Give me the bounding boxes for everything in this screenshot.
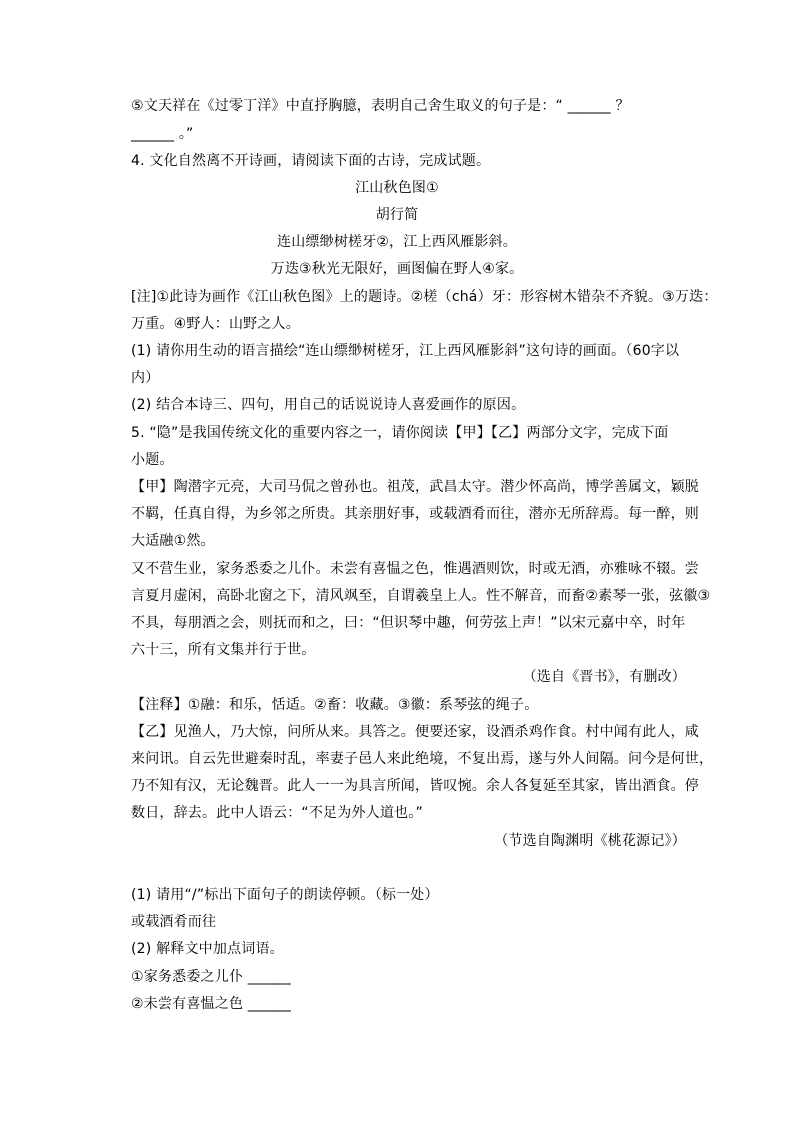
passage-yi-source: （节选自陶渊明《桃花源记》） bbox=[494, 833, 686, 849]
q5-sub2-item2: ②未尝有喜愠之色 ______ bbox=[131, 996, 292, 1012]
passage-jia-annotations: 【注释】①融：和乐，恬适。②畜：收藏。③徽：系琴弦的绳子。 bbox=[131, 697, 539, 713]
q4-sub1-line1: (1) 请你用生动的语言描绘“连山缥缈树槎牙，江上西风雁影斜”这句诗的画面。（60字以 bbox=[131, 343, 680, 359]
poem-notes-line1: [注]①此诗为画作《江山秋色图》上的题诗。②槎（chá）牙：形容树木错杂不齐貌。③万迭： bbox=[131, 289, 718, 305]
question-5-heading-line1: 5. “隐”是我国传统文化的重要内容之一，请你阅读【甲】【乙】两部分文字，完成下面 bbox=[131, 425, 669, 441]
passage-yi-line3: 乃不知有汉，无论魏晋。此人一一为具言所闻，皆叹惋。余人各复延至其家，皆出酒食。停 bbox=[131, 778, 699, 794]
q5-sub2: (2) 解释文中加点词语。 bbox=[131, 941, 284, 957]
poem-line-1: 连山缥缈树槎牙②，江上西风雁影斜。 bbox=[277, 234, 517, 250]
passage-jia-source: （选自《晋书》，有删改） bbox=[522, 669, 686, 685]
question-4-heading: 4. 文化自然离不开诗画，请阅读下面的古诗，完成试题。 bbox=[131, 153, 491, 169]
question-5-heading-line2: 小题。 bbox=[131, 452, 174, 468]
poem-line-2: 万迭③秋光无限好，画图偏在野人④家。 bbox=[270, 261, 524, 277]
passage-jia-line1: 【甲】陶潜字元亮，大司马侃之曾孙也。祖茂，武昌太守。潜少怀高尚，博学善属文，颖脱 bbox=[131, 479, 699, 495]
passage-jia-line3: 大适融①然。 bbox=[131, 533, 215, 549]
passage-jia-line4: 又不营生业，家务悉委之儿仆。未尝有喜愠之色，惟遇酒则饮，时或无酒，亦雅咏不辍。尝 bbox=[131, 561, 699, 577]
q3-item5-line1: ⑤文天祥在《过零丁洋》中直抒胸臆，表明自己舍生取义的句子是：“ ______ ？ bbox=[131, 98, 630, 114]
poem-title: 江山秋色图① bbox=[355, 180, 439, 196]
q4-sub1-line2: 内） bbox=[131, 370, 160, 386]
q5-sub1-sentence: 或载酒肴而往 bbox=[131, 914, 217, 930]
poem-author: 胡行简 bbox=[375, 207, 419, 223]
passage-jia-line6: 不具，每朋酒之会，则抚而和之，曰：“但识琴中趣，何劳弦上声！”以宋元嘉中卒，时年 bbox=[131, 615, 686, 631]
passage-yi-line2: 来问讯。自云先世避秦时乱，率妻子邑人来此绝境，不复出焉，遂与外人间隔。问今是何世， bbox=[131, 751, 714, 767]
q3-item5-line2: ______ 。” bbox=[131, 126, 194, 142]
passage-yi-line1: 【乙】见渔人，乃大惊，问所从来。具答之。便要还家，设酒杀鸡作食。村中闻有此人，咸 bbox=[131, 724, 699, 740]
poem-notes-line2: 万重。④野人：山野之人。 bbox=[131, 316, 300, 332]
q5-sub1: (1) 请用“/”标出下面句子的朗读停顿。（标一处） bbox=[131, 887, 439, 903]
passage-jia-line7: 六十三，所有文集并行于世。 bbox=[131, 642, 316, 658]
q5-sub2-item1: ①家务悉委之儿仆 ______ bbox=[131, 969, 292, 985]
passage-yi-line4: 数日，辞去。此中人语云：“不足为外人道也。” bbox=[131, 805, 423, 821]
passage-jia-line5: 言夏月虚闲，高卧北窗之下，清风飒至，自谓羲皇上人。性不解音，而畜②素琴一张，弦徽③ bbox=[131, 588, 711, 604]
passage-jia-line2: 不羁，任真自得，为乡邻之所贵。其亲朋好事，或载酒肴而往，潜亦无所辞焉。每一醉，则 bbox=[131, 506, 699, 522]
q4-sub2: (2) 结合本诗三、四句，用自己的话说说诗人喜爱画作的原因。 bbox=[131, 397, 526, 413]
